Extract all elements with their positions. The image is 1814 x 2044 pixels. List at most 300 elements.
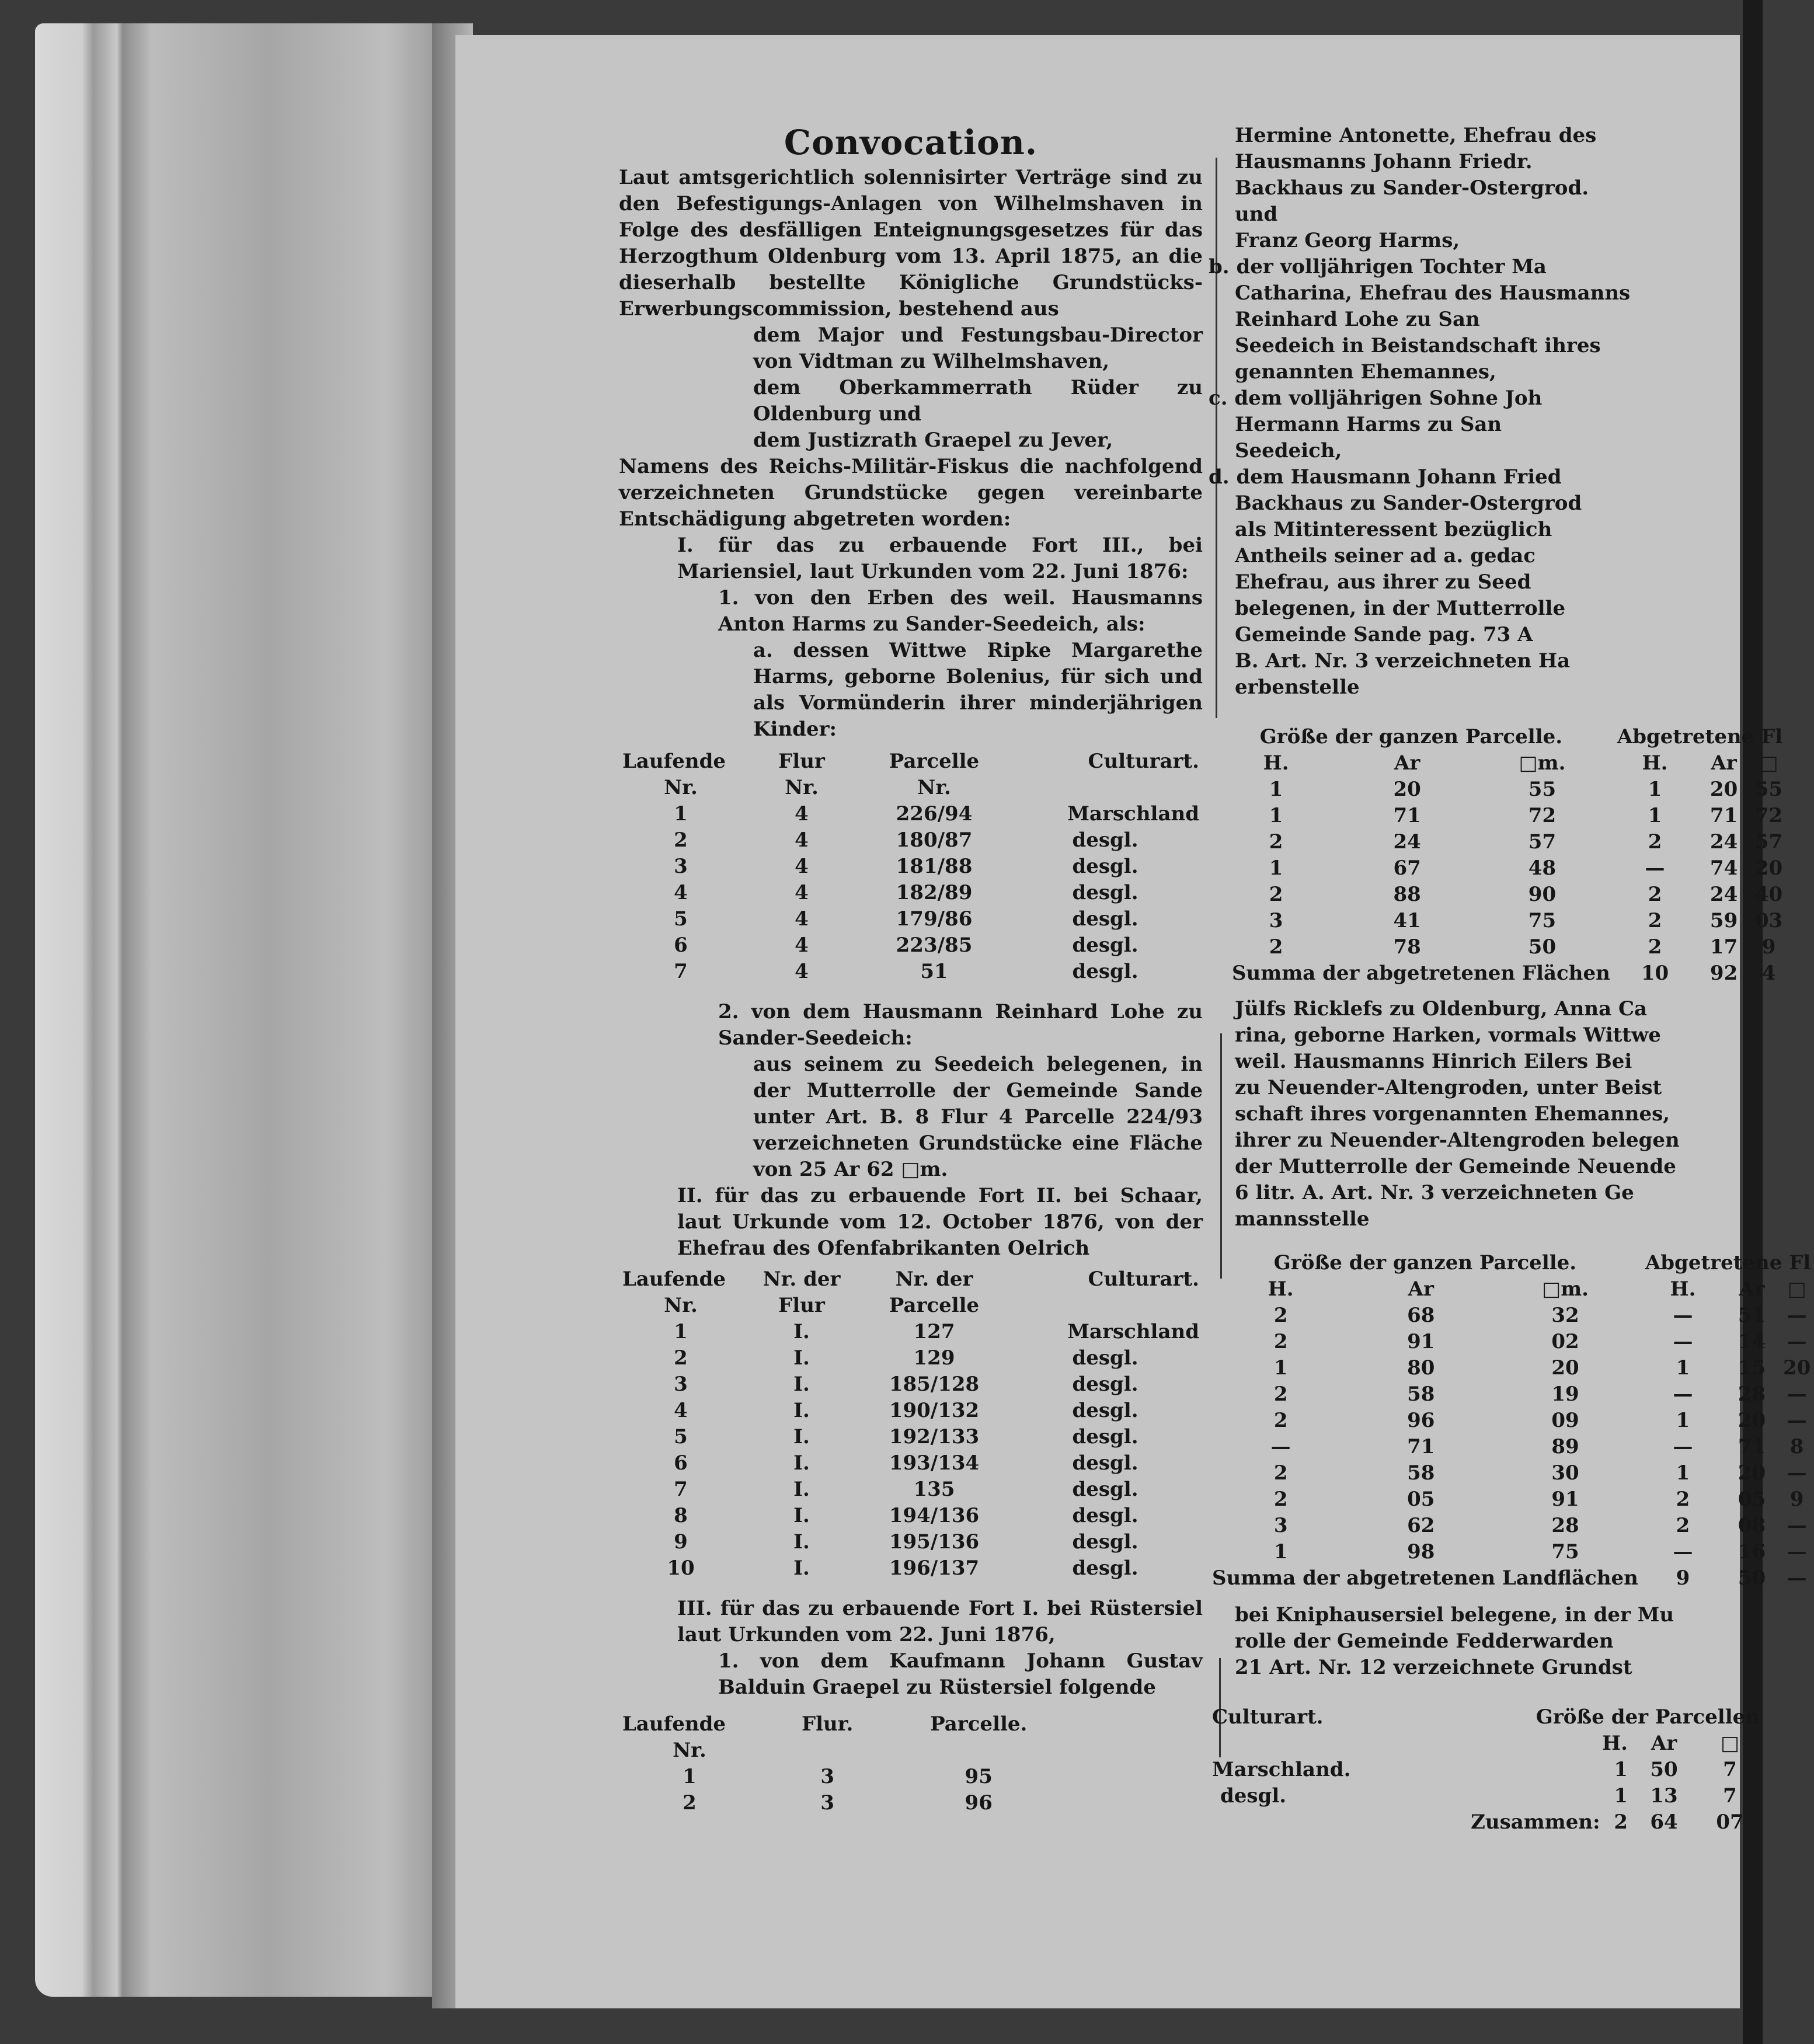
sum-label: Summa der abgetretenen Landflächen: [1212, 1566, 1638, 1590]
table-cell: 20: [1709, 778, 1738, 801]
table-header: Ar: [1651, 1732, 1677, 1755]
area-table-1: [1209, 724, 1786, 987]
table-cell: desgl.: [1072, 907, 1138, 931]
table-cell: 24: [1709, 883, 1738, 906]
table-cell: 3: [1273, 1514, 1288, 1537]
table-header-row: [619, 775, 1203, 801]
table-cell: —: [1673, 1330, 1693, 1353]
table-cell: 30: [1551, 1461, 1579, 1485]
table-header: Culturart.: [1088, 1268, 1199, 1291]
table-header: Parcelle: [889, 750, 980, 773]
sum-label: Zusammen:: [1471, 1810, 1600, 1834]
sum-cell: 92: [1709, 962, 1738, 985]
table-cell: 4: [795, 828, 809, 852]
table-cell: 3: [1269, 909, 1283, 932]
table-header: Nr.: [664, 1294, 698, 1317]
table-cell: I.: [793, 1478, 810, 1501]
table-row: [1209, 776, 1786, 803]
table-row: [1209, 1408, 1814, 1434]
table-row: [619, 1790, 1063, 1816]
table-cell: 1: [1269, 804, 1283, 827]
table-row: [1209, 1303, 1814, 1329]
table-cell: Marschland: [1067, 802, 1199, 826]
sum-cell: 07: [1716, 1810, 1744, 1834]
table-row: [1209, 882, 1786, 908]
table-cell: 8: [1789, 1435, 1804, 1458]
table-row: [1209, 1460, 1814, 1486]
table-cell: 2: [1648, 909, 1662, 932]
table-cell: 91: [1551, 1488, 1579, 1511]
table-cell: 57: [1754, 830, 1783, 854]
table-cell: I.: [793, 1399, 810, 1422]
table-row: [619, 1764, 1063, 1790]
table-cell: Marschland.: [1212, 1758, 1351, 1781]
table-cell: 1: [1676, 1409, 1690, 1432]
table-cell: 3: [674, 1373, 688, 1396]
table-cell: 4: [795, 881, 809, 904]
table-header: Nr. der: [895, 1268, 973, 1291]
text-line: als Mitinteressent bezüglich: [1235, 518, 1552, 541]
table-cell: —: [1673, 1304, 1693, 1327]
table-cell: —: [1787, 1461, 1807, 1485]
table-row: [619, 1555, 1203, 1582]
table-cell: 2: [1273, 1383, 1288, 1406]
table-cell: 09: [1551, 1409, 1579, 1432]
table-row: [619, 1503, 1203, 1529]
table-cell: desgl.: [1072, 960, 1138, 983]
table-cell: Marschland: [1067, 1320, 1199, 1343]
table-header-row: [619, 1737, 1063, 1764]
table-cell: 48: [1528, 856, 1557, 880]
table-cell: 51: [920, 960, 948, 983]
text-line: belegenen, in der Mutterrolle: [1235, 597, 1566, 620]
table-header: Nr.: [785, 776, 819, 799]
table-header: Größe der Parcellen: [1536, 1705, 1760, 1729]
table-cell: 3: [820, 1765, 834, 1788]
table-cell: 223/85: [896, 934, 973, 957]
table-cell: 1: [1676, 1356, 1690, 1380]
text-line: schaft ihres vorgenannten Ehemannes,: [1235, 1102, 1670, 1126]
sum-cell: 2: [1614, 1810, 1628, 1834]
table-cell: 1: [1614, 1758, 1628, 1781]
table-header: H.: [1602, 1732, 1628, 1755]
table-row: [619, 854, 1203, 880]
area-table-3: [1209, 1704, 1763, 1836]
text-line: mannsstelle: [1235, 1207, 1370, 1231]
table-cell: I.: [793, 1320, 810, 1343]
section-1-heading: I. für das zu erbauende Fort III., bei Mariensiel, laut Urkunden vom 22. Juni 1876:: [677, 534, 1203, 583]
table-row: [619, 1371, 1203, 1398]
sum-label: Summa der abgetretenen Flächen: [1232, 962, 1610, 985]
table-cell: I.: [793, 1504, 810, 1527]
table-cell: 40: [1754, 883, 1783, 906]
table-row: [619, 1450, 1203, 1477]
table-cell: 2: [1648, 830, 1662, 854]
parcel-table-1: [619, 748, 1203, 985]
table-cell: 2: [1273, 1304, 1288, 1327]
table-cell: 2: [1273, 1488, 1288, 1511]
table-cell: 1: [674, 802, 688, 826]
table-cell: 78: [1393, 935, 1421, 959]
table-header: Ar: [1711, 751, 1737, 775]
table-cell: 226/94: [896, 802, 973, 826]
table-cell: 7: [674, 1478, 688, 1501]
table-cell: desgl.: [1072, 1346, 1138, 1370]
table-header: Größe der ganzen Parcelle.: [1273, 1251, 1577, 1275]
text-line: Backhaus zu Sander-Ostergrod.: [1235, 176, 1589, 200]
table-row: [1209, 934, 1786, 960]
text-line: Hausmanns Johann Friedr.: [1235, 150, 1533, 173]
intro-paragraph-2: Namens des Reichs-Militär-Fiskus die nachfolgend verzeichneten Grundstücke gegen vereinbarte Entschädigung abgetreten worden:: [619, 455, 1203, 531]
table-cell: 20: [1782, 1356, 1811, 1380]
table-cell: desgl.: [1072, 1373, 1138, 1396]
table-cell: 1: [1273, 1356, 1288, 1380]
table-header-row: [1209, 1250, 1814, 1276]
table-cell: 2: [1273, 1409, 1288, 1432]
table-cell: I.: [793, 1346, 810, 1370]
text-line: Ehefrau, aus ihrer zu Seed: [1235, 570, 1531, 594]
text-line: rina, geborne Harken, vormals Wittwe: [1235, 1023, 1661, 1047]
table-cell: desgl.: [1072, 881, 1138, 904]
table-row: [1209, 1355, 1814, 1381]
text-line: B. Art. Nr. 3 verzeichneten Ha: [1235, 649, 1571, 673]
table-cell: 2: [683, 1791, 697, 1815]
table-row: [1209, 829, 1786, 855]
text-line: d. dem Hausmann Johann Fried: [1209, 465, 1562, 489]
sum-cell: —: [1787, 1566, 1807, 1590]
table-row: [619, 880, 1203, 906]
table-row: [1209, 1434, 1814, 1460]
table-cell: desgl.: [1072, 1451, 1138, 1475]
table-cell: 5: [674, 907, 688, 931]
text-line: Hermine Antonette, Ehefrau des: [1235, 124, 1597, 147]
text-line: 6 litr. A. Art. Nr. 3 verzeichneten Ge: [1235, 1181, 1634, 1204]
table-header: H.: [1670, 1277, 1696, 1301]
table-cell: 20: [1393, 778, 1421, 801]
text-line: Gemeinde Sande pag. 73 A: [1235, 623, 1533, 646]
table-header: Flur.: [801, 1712, 854, 1736]
table-header: Größe der ganzen Parcelle.: [1259, 725, 1563, 748]
table-row: [619, 1477, 1203, 1503]
table-row: [1209, 1486, 1814, 1513]
table-cell: 71: [1407, 1435, 1435, 1458]
table-cell: 179/86: [896, 907, 973, 931]
table-row: [1209, 1381, 1814, 1408]
table-cell: 1: [1269, 856, 1283, 880]
table-cell: I.: [793, 1530, 810, 1554]
table-cell: 181/88: [896, 855, 973, 878]
table-cell: 67: [1393, 856, 1421, 880]
text-line: bei Kniphausersiel belegene, in der Mu: [1235, 1603, 1674, 1627]
table-cell: 50: [1528, 935, 1557, 959]
table-cell: 96: [965, 1791, 993, 1815]
table-cell: desgl.: [1072, 1425, 1138, 1448]
table-cell: 135: [913, 1478, 955, 1501]
table-cell: 41: [1393, 909, 1421, 932]
table-cell: desgl.: [1072, 934, 1138, 957]
table-row: [619, 906, 1203, 932]
table-row: [619, 1424, 1203, 1450]
table-cell: desgl.: [1072, 1399, 1138, 1422]
table-header: H.: [1642, 751, 1668, 775]
table-cell: 1: [1614, 1784, 1628, 1808]
book-page-edges: [35, 23, 444, 1997]
table-cell: 02: [1551, 1330, 1579, 1353]
table-header-row: [619, 1266, 1203, 1293]
table-header-row: [1209, 724, 1786, 750]
table-row: [619, 1345, 1203, 1371]
table-cell: 194/136: [889, 1504, 980, 1527]
table-cell: desgl.: [1072, 1556, 1138, 1580]
table-row: [619, 932, 1203, 959]
text-line: Hermann Harms zu San: [1235, 413, 1502, 436]
table-header: Nr.: [664, 776, 698, 799]
text-line: b. der volljährigen Tochter Ma: [1209, 255, 1547, 278]
table-cell: 10: [667, 1556, 695, 1580]
table-header: □: [1759, 751, 1778, 775]
table-cell: 2: [1269, 935, 1283, 959]
table-cell: 5: [674, 1425, 688, 1448]
text-line: Catharina, Ehefrau des Hausmanns: [1235, 281, 1631, 305]
table-cell: 193/134: [889, 1451, 980, 1475]
table-cell: —: [1787, 1409, 1807, 1432]
table-row: [619, 1398, 1203, 1424]
table-cell: 03: [1754, 909, 1783, 932]
sum-cell: 9: [1676, 1566, 1690, 1590]
table-cell: 1: [1648, 804, 1662, 827]
table-cell: 74: [1709, 856, 1738, 880]
section-2-heading: II. für das zu erbauende Fort II. bei Schaar, laut Urkunde vom 12. October 1876, von der Ehefrau des Ofenfabrikanten Oelrich: [677, 1184, 1203, 1260]
parcel-table-3: [619, 1711, 1063, 1816]
table-cell: —: [1787, 1540, 1807, 1564]
table-cell: 4: [674, 1399, 688, 1422]
table-cell: 20: [1551, 1356, 1579, 1380]
table-cell: 1: [674, 1320, 688, 1343]
text-line: genannten Ehemannes,: [1235, 360, 1496, 384]
table-header: Ar: [1408, 1277, 1434, 1301]
table-cell: 13: [1650, 1784, 1678, 1808]
commission-member: dem Major und Festungsbau-Director von Vidtman zu Wilhelmshaven,: [753, 323, 1203, 373]
table-cell: 72: [1754, 804, 1783, 827]
section-1-sub-2-text: aus seinem zu Seedeich belegenen, in der Mutterrolle der Gemeinde Sande unter Art. B. 8 Flur 4 Parcelle 224/93 verzeichneten Grundstücke eine Fläche von 25 Ar 62 □m.: [753, 1053, 1203, 1181]
text-line: 21 Art. Nr. 12 verzeichnete Grundst: [1235, 1656, 1632, 1679]
table-cell: 190/132: [889, 1399, 980, 1422]
text-line: Backhaus zu Sander-Ostergrod: [1235, 492, 1582, 515]
table-header-row: [1209, 1276, 1814, 1303]
table-cell: 57: [1528, 830, 1557, 854]
section-3-sub-1: 1. von dem Kaufmann Johann Gustav Balduin Graepel zu Rüstersiel folgende: [718, 1649, 1203, 1699]
table-cell: 180/87: [896, 828, 973, 852]
sum-cell: 64: [1650, 1810, 1678, 1834]
table-cell: 20: [1754, 856, 1783, 880]
table-cell: 4: [795, 907, 809, 931]
table-header: Ar: [1739, 1277, 1765, 1301]
text-line: der Mutterrolle der Gemeinde Neuende: [1235, 1155, 1676, 1178]
table-header: Flur: [778, 750, 825, 773]
table-cell: —: [1270, 1435, 1291, 1458]
table-header-row: [1209, 1704, 1763, 1730]
page-title: Convocation.: [784, 123, 1038, 162]
text-line: Antheils seiner ad a. gedac: [1235, 544, 1536, 567]
table-cell: 96: [1407, 1409, 1435, 1432]
text-line: ihrer zu Neuender-Altengroden belegen: [1235, 1129, 1680, 1152]
table-cell: —: [1787, 1330, 1807, 1353]
table-cell: 2: [1676, 1514, 1690, 1537]
text-line: zu Neuender-Altengroden, unter Beist: [1235, 1076, 1662, 1099]
table-cell: desgl.: [1072, 1504, 1138, 1527]
table-cell: 58: [1407, 1461, 1435, 1485]
table-cell: 24: [1709, 830, 1738, 854]
table-header: □: [1720, 1732, 1740, 1755]
table-cell: 68: [1407, 1304, 1435, 1327]
table-cell: I.: [793, 1451, 810, 1475]
text-line: erbenstelle: [1235, 675, 1360, 699]
table-cell: —: [1787, 1514, 1807, 1537]
table-row: [1209, 855, 1786, 882]
sum-label-cell: [1426, 1809, 1631, 1836]
table-header: □: [1787, 1277, 1806, 1301]
table-cell: desgl.: [1072, 828, 1138, 852]
table-header: Nr. der: [762, 1268, 841, 1291]
table-cell: 6: [674, 1451, 688, 1475]
table-cell: 16: [1738, 1540, 1766, 1564]
table-cell: 1: [1269, 778, 1283, 801]
table-cell: 6: [674, 934, 688, 957]
text-line: c. dem volljährigen Sohne Joh: [1209, 386, 1543, 410]
table-header: Abgetretene Fl: [1617, 725, 1783, 748]
section-1-sub-1: 1. von den Erben des weil. Hausmanns Anton Harms zu Sander-Seedeich, als:: [718, 586, 1203, 636]
table-header: Parcelle: [889, 1294, 980, 1317]
sum-cell: 50: [1738, 1566, 1766, 1590]
table-cell: 2: [674, 1346, 688, 1370]
parcel-table-2: [619, 1266, 1203, 1582]
table-header: H.: [1268, 1277, 1294, 1301]
table-cell: —: [1787, 1383, 1807, 1406]
table-cell: 89: [1551, 1435, 1579, 1458]
table-cell: 72: [1528, 804, 1557, 827]
table-cell: I.: [793, 1373, 810, 1396]
commission-member: dem Oberkammerrath Rüder zu Oldenburg und: [753, 376, 1203, 426]
left-column: [619, 123, 1203, 1816]
table-cell: 19: [1551, 1383, 1579, 1406]
table-header: Ar: [1394, 751, 1420, 775]
table-cell: 58: [1407, 1383, 1435, 1406]
table-cell: 71: [1709, 804, 1738, 827]
table-cell: 90: [1528, 883, 1557, 906]
table-cell: I.: [793, 1425, 810, 1448]
table-cell: 2: [674, 828, 688, 852]
table-cell: 1: [1676, 1461, 1690, 1485]
table-header: □m.: [1542, 1277, 1589, 1301]
table-cell: 3: [674, 855, 688, 878]
table-row: [1209, 1513, 1814, 1539]
table-cell: 4: [795, 855, 809, 878]
text-line: Franz Georg Harms,: [1235, 229, 1460, 252]
table-cell: 7: [674, 960, 688, 983]
table-cell: 05: [1407, 1488, 1435, 1511]
table-row: [1209, 1539, 1814, 1565]
table-cell: 2: [1676, 1488, 1690, 1511]
sum-row: [1209, 960, 1786, 987]
table-header-row: [1209, 1730, 1763, 1757]
table-cell: 98: [1407, 1540, 1435, 1564]
table-row: [1209, 803, 1786, 829]
table-header: Nr.: [673, 1739, 706, 1762]
table-cell: 9: [674, 1530, 688, 1554]
table-cell: 9: [1789, 1488, 1804, 1511]
table-cell: 7: [1723, 1784, 1737, 1808]
table-cell: 4: [795, 802, 809, 826]
sum-row: [1209, 1565, 1814, 1592]
table-cell: 1: [683, 1765, 697, 1788]
table-cell: 7: [1723, 1758, 1737, 1781]
text-line: und: [1235, 203, 1278, 226]
table-cell: 88: [1393, 883, 1421, 906]
table-row: [619, 959, 1203, 985]
table-cell: 28: [1551, 1514, 1579, 1537]
table-cell: 9: [1761, 935, 1776, 959]
table-header: □m.: [1519, 751, 1566, 775]
table-cell: 50: [1650, 1758, 1678, 1781]
table-cell: desgl.: [1072, 1478, 1138, 1501]
table-cell: 2: [1648, 883, 1662, 906]
table-cell: 05: [1738, 1488, 1766, 1511]
table-cell: 4: [674, 881, 688, 904]
text-line: Seedeich,: [1235, 439, 1342, 462]
table-cell: —: [1673, 1540, 1693, 1564]
sum-row: [1209, 1809, 1763, 1836]
table-cell: 55: [1528, 778, 1557, 801]
table-row: [619, 1319, 1203, 1345]
table-header: Culturart.: [1212, 1705, 1324, 1729]
table-cell: desgl.: [1072, 855, 1138, 878]
table-cell: 32: [1551, 1304, 1579, 1327]
table-cell: 17: [1709, 935, 1738, 959]
table-cell: 62: [1407, 1514, 1435, 1537]
table-cell: 2: [1648, 935, 1662, 959]
table-row: [1209, 1757, 1763, 1783]
table-row: [1209, 1329, 1814, 1355]
table-cell: 75: [1528, 909, 1557, 932]
table-cell: 4: [795, 934, 809, 957]
table-cell: 2: [1273, 1330, 1288, 1353]
text-line: Jülfs Ricklefs zu Oldenburg, Anna Ca: [1235, 997, 1648, 1021]
right-column: [1209, 123, 1811, 1836]
table-header: Laufende: [622, 1268, 726, 1291]
table-header-row: [619, 1711, 1063, 1737]
section-1-sub-1a: a. dessen Wittwe Ripke Margarethe Harms, geborne Bolenius, für sich und als Vormünderin ihrer minderjährigen Kinder:: [753, 639, 1203, 741]
sum-cell: 10: [1641, 962, 1669, 985]
text-line: rolle der Gemeinde Fedderwarden: [1235, 1629, 1614, 1653]
table-header: Culturart.: [1088, 750, 1199, 773]
table-cell: 2: [1269, 830, 1283, 854]
table-cell: 80: [1407, 1356, 1435, 1380]
table-row: [619, 827, 1203, 854]
table-cell: 55: [1754, 778, 1783, 801]
table-cell: 15: [1738, 1356, 1766, 1380]
table-header: Nr.: [917, 776, 951, 799]
table-cell: —: [1673, 1383, 1693, 1406]
table-row: [1209, 1783, 1763, 1809]
table-cell: 196/137: [889, 1556, 980, 1580]
table-cell: 95: [965, 1765, 993, 1788]
sum-cell: 4: [1761, 962, 1776, 985]
table-header: Abgetretene Fl: [1645, 1251, 1811, 1275]
table-row: [619, 1529, 1203, 1555]
table-cell: —: [1673, 1435, 1693, 1458]
table-row: [619, 801, 1203, 827]
table-cell: 185/128: [889, 1373, 980, 1396]
